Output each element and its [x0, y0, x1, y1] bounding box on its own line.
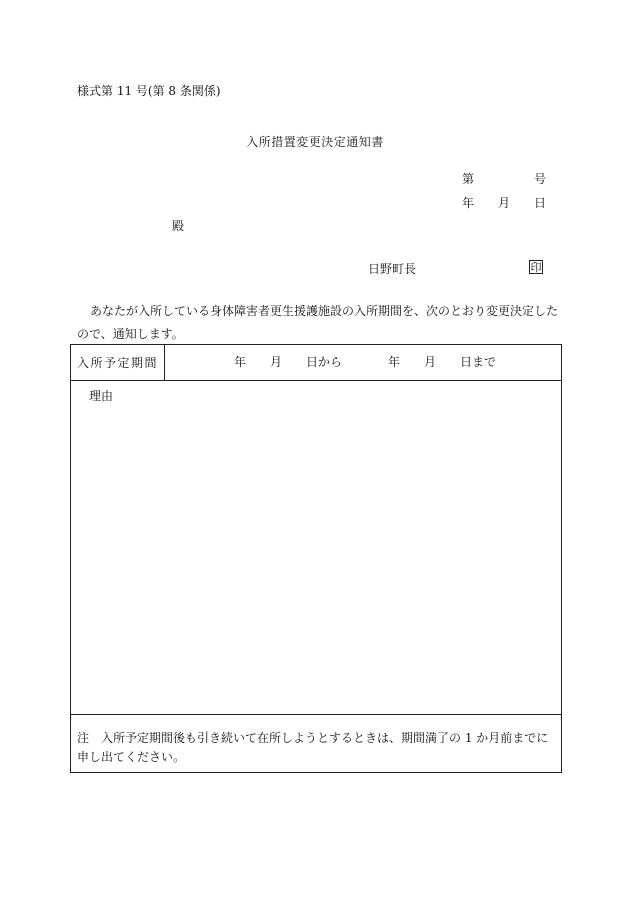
issuer-title: 日野町長 — [368, 262, 417, 276]
document-title: 入所措置変更決定通知書 — [246, 135, 384, 149]
form-number: 様式第 11 号(第 8 条関係) — [77, 84, 221, 98]
period-from-day: 日から — [306, 355, 343, 369]
date-day-label: 日 — [534, 196, 547, 210]
period-from-month: 月 — [270, 355, 283, 369]
note-row — [71, 714, 561, 772]
seal-icon: 印 — [530, 260, 542, 274]
period-to-day: 日まで — [460, 355, 497, 369]
reason-label: 理由 — [89, 389, 114, 403]
period-to-year: 年 — [388, 355, 401, 369]
reference-number-prefix: 第 — [462, 172, 475, 186]
note-text: 注 入所予定期間後も引き続いて在所しようとするときは、期間満了の 1 か月前までに申し出てください。 — [77, 731, 549, 764]
period-to-month: 月 — [424, 355, 437, 369]
period-row — [71, 345, 561, 381]
date-month-label: 月 — [498, 196, 511, 210]
form-table — [70, 344, 562, 773]
period-label: 入所予定期間 — [71, 345, 165, 380]
notice-body-text: あなたが入所している身体障害者更生援護施設の入所期間を、次のとおり変更決定したので、通知します。 — [77, 304, 559, 341]
date-year-label: 年 — [462, 196, 475, 210]
addressee-honorific: 殿 — [172, 219, 185, 233]
reference-number-suffix: 号 — [534, 172, 547, 186]
period-from-year: 年 — [234, 355, 247, 369]
